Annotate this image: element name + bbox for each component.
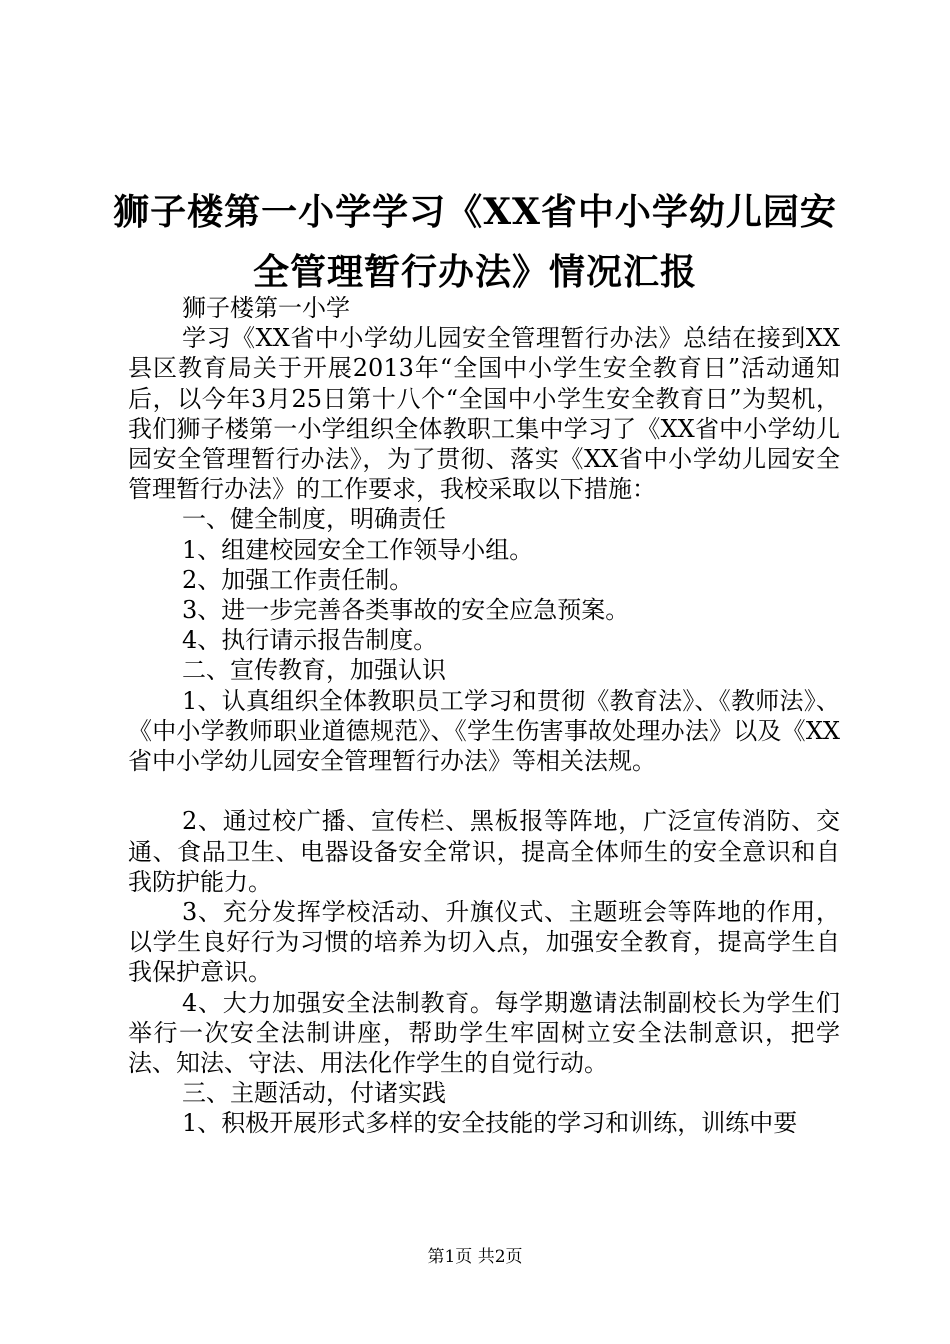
page-footer: 第1页 共2页 (427, 1247, 523, 1267)
document-body (128, 293, 840, 1139)
title-line-2: 全管理暂行办法》情况汇报 (252, 251, 697, 293)
intro-paragraph: 学习《XX省中小学幼儿园安全管理暂行办法》总结在接到XX县区教育局关于开展2013年“全国中小学生安全教育日”活动通知后，以今年3月25日第十八个“全国中小学生安全教育日”为契机，我们狮子楼第一小学组织全体教职工集中学习了《XX省中小学幼儿园安全管理暂行办法》，为了贯彻、落实《XX省中小学幼儿园安全管理暂行办法》的工作要求，我校采取以下措施： (128, 324, 840, 504)
section-2-item-3: 3、充分发挥学校活动、升旗仪式、主题班会等阵地的作用，以学生良好行为习惯的培养为切入点，加强安全教育，提高学生自我保护意识。 (128, 898, 840, 987)
section-1-item-2: 2、加强工作责任制。 (182, 565, 414, 594)
blank-line (128, 776, 840, 806)
section-1-heading: 一、健全制度，明确责任 (182, 505, 446, 534)
section-1-item-4: 4、执行请示报告制度。 (182, 626, 438, 655)
section-1-item-1: 1、组建校园安全工作领导小组。 (182, 535, 534, 564)
section-2-heading: 二、宣传教育，加强认识 (182, 656, 446, 685)
section-2-item-4: 4、大力加强安全法制教育。每学期邀请法制副校长为学生们举行一次安全法制讲座，帮助学生牢固树立安全法制意识，把学法、知法、守法、用法化作学生的自觉行动。 (128, 988, 840, 1078)
section-3-heading: 三、主题活动，付诸实践 (182, 1079, 446, 1108)
title-line-1: 狮子楼第一小学学习《XX省中小学幼儿园安 (113, 191, 837, 233)
section-3-item-1: 1、积极开展形式多样的安全技能的学习和训练，训练中要 (182, 1109, 798, 1138)
author-line: 狮子楼第一小学 (182, 294, 350, 322)
section-2-item-2: 2、通过校广播、宣传栏、黑板报等阵地，广泛宣传消防、交通、食品卫生、电器设备安全常识，提高全体师生的安全意识和自我防护能力。 (128, 807, 840, 896)
section-2-item-1: 1、认真组织全体教职员工学习和贯彻《教育法》、《教师法》、《中小学教师职业道德规范》、《学生伤害事故处理办法》以及《XX省中小学幼儿园安全管理暂行办法》等相关法规。 (128, 686, 840, 776)
section-1-item-3: 3、进一步完善各类事故的安全应急预案。 (182, 596, 630, 625)
document-title (70, 182, 880, 302)
